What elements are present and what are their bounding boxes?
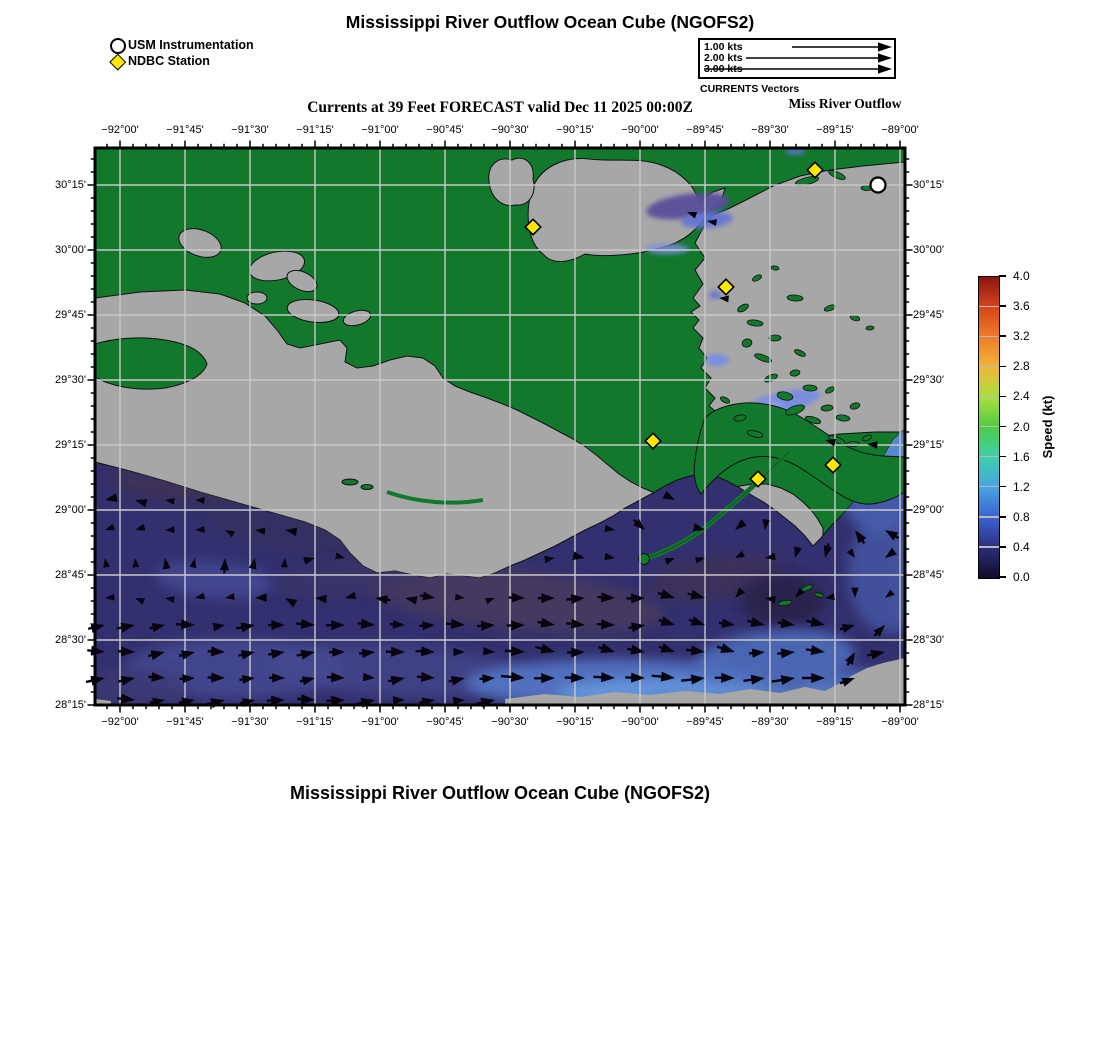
lon-label-bottom: −89°15' <box>816 716 854 728</box>
usm-station-marker <box>871 178 886 193</box>
region-label: Miss River Outflow <box>788 96 902 111</box>
lon-label-top: −89°15' <box>816 124 854 136</box>
lon-label-bottom: −90°45' <box>426 716 464 728</box>
lon-label-top: −91°00' <box>361 124 399 136</box>
colorbar-tick <box>999 486 1006 488</box>
colorbar-tick <box>999 546 1006 548</box>
colorbar-tick <box>999 516 1006 518</box>
vector-scale-2kt-label: 2.00 kts <box>704 52 743 64</box>
colorbar-tick-label: 0.8 <box>1013 509 1030 524</box>
lat-label-right: 30°00' <box>913 244 944 256</box>
lon-label-top: −90°00' <box>621 124 659 136</box>
lon-label-top: −89°45' <box>686 124 724 136</box>
colorbar-tick-label: 0.0 <box>1013 570 1030 584</box>
legend-ndbc-label: NDBC Station <box>128 54 210 68</box>
lon-label-bottom: −89°30' <box>751 716 789 728</box>
lon-label-bottom: −92°00' <box>101 716 139 728</box>
colorbar-tick-label: 1.6 <box>1013 449 1030 464</box>
lat-label-right: 29°00' <box>913 504 944 516</box>
lat-label-right: 29°45' <box>913 309 944 321</box>
lon-label-top: −91°45' <box>166 124 204 136</box>
lat-label-left: 29°30' <box>55 374 86 386</box>
currents-vectors-caption: CURRENTS Vectors <box>700 83 800 95</box>
lon-label-bottom: −90°15' <box>556 716 594 728</box>
lat-label-left: 30°00' <box>55 244 86 256</box>
lon-label-top: −90°15' <box>556 124 594 136</box>
colorbar-tick-label: 2.0 <box>1013 419 1030 434</box>
bottom-page-title: Mississippi River Outflow Ocean Cube (NGOFS2) <box>289 783 711 803</box>
lon-label-top: −92°00' <box>101 124 139 136</box>
colorbar-title: Speed (kt) <box>1040 395 1055 459</box>
colorbar-tick <box>999 366 1006 368</box>
lon-label-bottom: −91°00' <box>361 716 399 728</box>
lon-label-bottom: −89°00' <box>881 716 919 728</box>
lon-label-bottom: −90°30' <box>491 716 529 728</box>
colorbar-tick-label: 3.6 <box>1013 299 1030 314</box>
lat-label-right: 28°45' <box>913 569 944 581</box>
page-title: Mississippi River Outflow Ocean Cube (NGOFS2) <box>345 12 755 32</box>
lat-label-right: 29°30' <box>913 374 944 386</box>
currents-map <box>95 148 905 705</box>
lat-label-right: 30°15' <box>913 179 944 191</box>
forecast-subtitle: Currents at 39 Feet FORECAST valid Dec 11 2025 00:00Z <box>307 99 693 116</box>
colorbar-tick <box>999 456 1006 458</box>
colorbar-tick <box>999 576 1006 578</box>
lon-label-top: −89°30' <box>751 124 789 136</box>
legend-usm-label: USM Instrumentation <box>128 38 254 52</box>
lon-label-bottom: −91°30' <box>231 716 269 728</box>
colorbar-tick-label: 3.2 <box>1013 329 1030 344</box>
ndbc-diamond-icon <box>109 53 125 69</box>
speed-colorbar <box>978 276 1000 579</box>
lat-label-right: 28°15' <box>913 699 944 711</box>
vector-scale-box <box>698 38 896 79</box>
lon-label-bottom: −91°45' <box>166 716 204 728</box>
colorbar-tick-label: 1.2 <box>1013 479 1030 494</box>
vector-scale-3kt-label: 3.00 kts <box>704 63 743 75</box>
lon-label-top: −90°30' <box>491 124 529 136</box>
lat-label-left: 29°15' <box>55 439 86 451</box>
lon-label-top: −91°30' <box>231 124 269 136</box>
lat-label-left: 28°15' <box>55 699 86 711</box>
lat-label-left: 28°30' <box>55 634 86 646</box>
lon-label-bottom: −89°45' <box>686 716 724 728</box>
colorbar-tick <box>999 335 1006 337</box>
lon-label-bottom: −91°15' <box>296 716 334 728</box>
colorbar-tick-label: 2.4 <box>1013 389 1030 404</box>
lat-label-left: 29°00' <box>55 504 86 516</box>
colorbar-tick <box>999 275 1006 277</box>
lat-label-left: 28°45' <box>55 569 86 581</box>
colorbar-tick <box>999 396 1006 398</box>
lon-label-bottom: −90°00' <box>621 716 659 728</box>
lon-label-top: −89°00' <box>881 124 919 136</box>
colorbar-tick-label: 4.0 <box>1013 269 1030 283</box>
colorbar-tick-label: 0.4 <box>1013 539 1030 554</box>
lon-label-top: −91°15' <box>296 124 334 136</box>
colorbar-tick <box>999 426 1006 428</box>
colorbar-tick <box>999 305 1006 307</box>
colorbar-tick-label: 2.8 <box>1013 359 1030 374</box>
lat-label-left: 30°15' <box>55 179 86 191</box>
lon-label-top: −90°45' <box>426 124 464 136</box>
lat-label-left: 29°45' <box>55 309 86 321</box>
lat-label-right: 28°30' <box>913 634 944 646</box>
usm-circle-icon <box>110 38 126 54</box>
lat-label-right: 29°15' <box>913 439 944 451</box>
vector-scale-1kt-label: 1.00 kts <box>704 41 743 53</box>
